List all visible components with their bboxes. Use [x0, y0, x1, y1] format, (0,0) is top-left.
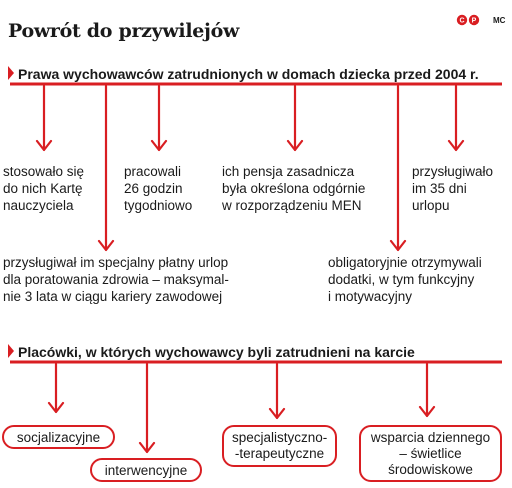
arrow-karta — [37, 86, 51, 150]
section2-title: Placówki, w których wychowawcy byli zatrudnieni na karcie — [18, 344, 415, 360]
placowka-specjalistyczno-terapeutyczne: specjalistyczno- -terapeutyczne — [222, 425, 337, 467]
arrow-godziny — [152, 86, 166, 150]
item-karta-nauczyciela: stosowało się do nich Kartę nauczyciela — [3, 164, 85, 213]
item-dodatki: obligatoryjnie otrzymywali dodatki, w tym funkcyjny i motywacyjny — [328, 255, 482, 304]
arrow-urlop — [449, 86, 463, 150]
arrow-interwencyjne — [140, 364, 154, 452]
item-35-dni-urlopu: przysługiwało im 35 dni urlopu — [412, 164, 494, 213]
arrow-socjalizacyjne — [49, 364, 63, 412]
item-26-godzin: pracowali 26 godzin tygodniowo — [124, 164, 193, 213]
placowka-wsparcia-dziennego: wsparcia dziennego – świetlice środowiskowe — [359, 425, 502, 482]
arrow-dodatki — [391, 86, 405, 250]
page-title: Powrót do przywilejów — [8, 20, 240, 42]
item-pensja-zasadnicza: ich pensja zasadnicza była określona odgórnie w rozporządzeniu MEN — [222, 164, 366, 213]
item-urlop-zdrowotny: przysługiwał im specjalny płatny urlop dla poratowania zdrowia – maksymal- nie 3 lata w ciągu kariery zawodowej — [3, 255, 229, 304]
arrow-wsparcia — [420, 364, 434, 416]
placowka-socjalizacyjne: socjalizacyjne — [2, 425, 115, 449]
section1-title: Prawa wychowawców zatrudnionych w domach dziecka przed 2004 r. — [18, 66, 479, 82]
placowka-interwencyjne: interwencyjne — [90, 458, 202, 482]
arrow-pensja — [288, 86, 302, 150]
author-credit: MC — [493, 16, 506, 25]
svg-text:C: C — [459, 17, 465, 25]
arrow-terapeutyczne — [270, 364, 284, 418]
svg-text:P: P — [471, 17, 477, 25]
arrow-zdrowie — [99, 86, 113, 250]
